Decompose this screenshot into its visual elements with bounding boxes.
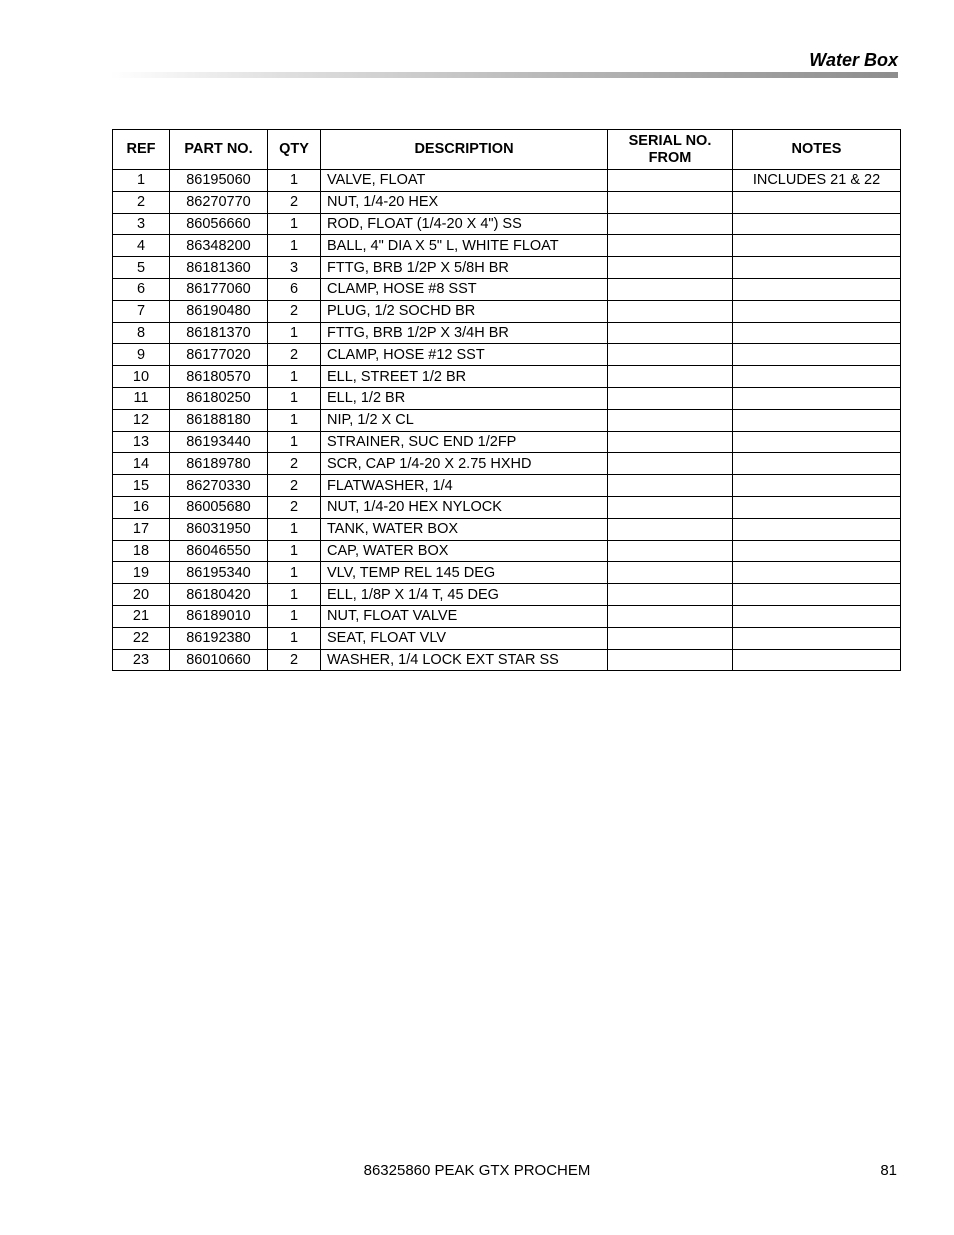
cell-part-no: 86195060 [170,170,268,192]
cell-part-no: 86270330 [170,475,268,497]
cell-description: FTTG, BRB 1/2P X 3/4H BR [321,322,608,344]
cell-notes [733,431,901,453]
cell-qty: 3 [268,257,321,279]
table-body [113,170,901,671]
cell-part-no: 86177020 [170,344,268,366]
cell-description: NUT, 1/4-20 HEX NYLOCK [321,496,608,518]
cell-description: FTTG, BRB 1/2P X 5/8H BR [321,257,608,279]
cell-qty: 2 [268,453,321,475]
cell-description: WASHER, 1/4 LOCK EXT STAR SS [321,649,608,671]
cell-qty: 1 [268,322,321,344]
cell-ref: 3 [113,213,170,235]
cell-serial-no-from [608,322,733,344]
cell-description: NUT, FLOAT VALVE [321,605,608,627]
table-row [113,584,901,606]
cell-part-no: 86188180 [170,409,268,431]
cell-part-no: 86180250 [170,387,268,409]
table-row [113,453,901,475]
table-row [113,300,901,322]
cell-notes [733,213,901,235]
cell-notes [733,344,901,366]
cell-ref: 15 [113,475,170,497]
column-header-ref: REF [113,130,170,170]
column-header-description: DESCRIPTION [321,130,608,170]
cell-ref: 12 [113,409,170,431]
cell-description: VLV, TEMP REL 145 DEG [321,562,608,584]
cell-description: CLAMP, HOSE #8 SST [321,278,608,300]
cell-qty: 2 [268,191,321,213]
cell-notes [733,605,901,627]
cell-part-no: 86181360 [170,257,268,279]
cell-part-no: 86192380 [170,627,268,649]
cell-notes [733,191,901,213]
cell-ref: 10 [113,366,170,388]
cell-notes [733,300,901,322]
table-row [113,387,901,409]
cell-part-no: 86046550 [170,540,268,562]
parts-table [112,129,901,671]
cell-notes: INCLUDES 21 & 22 [733,170,901,192]
table-row [113,235,901,257]
table-row [113,431,901,453]
table-row [113,213,901,235]
cell-qty: 1 [268,562,321,584]
cell-serial-no-from [608,344,733,366]
table-row [113,409,901,431]
cell-qty: 1 [268,366,321,388]
table-row [113,649,901,671]
table-row [113,191,901,213]
cell-description: FLATWASHER, 1/4 [321,475,608,497]
cell-description: ROD, FLOAT (1/4-20 X 4") SS [321,213,608,235]
cell-ref: 4 [113,235,170,257]
cell-ref: 1 [113,170,170,192]
table-row [113,562,901,584]
cell-qty: 1 [268,627,321,649]
cell-description: CLAMP, HOSE #12 SST [321,344,608,366]
table-row [113,627,901,649]
cell-ref: 16 [113,496,170,518]
cell-serial-no-from [608,584,733,606]
cell-serial-no-from [608,278,733,300]
cell-description: BALL, 4" DIA X 5" L, WHITE FLOAT [321,235,608,257]
cell-notes [733,627,901,649]
page-title: Water Box [809,50,898,70]
cell-serial-no-from [608,191,733,213]
footer-page-number: 81 [880,1162,897,1179]
table-row [113,366,901,388]
cell-part-no: 86189010 [170,605,268,627]
cell-qty: 1 [268,518,321,540]
cell-serial-no-from [608,453,733,475]
cell-ref: 7 [113,300,170,322]
cell-ref: 5 [113,257,170,279]
cell-description: PLUG, 1/2 SOCHD BR [321,300,608,322]
table-row [113,518,901,540]
cell-serial-no-from [608,387,733,409]
cell-ref: 13 [113,431,170,453]
cell-ref: 21 [113,605,170,627]
cell-part-no: 86180570 [170,366,268,388]
cell-description: SCR, CAP 1/4-20 X 2.75 HXHD [321,453,608,475]
cell-qty: 1 [268,540,321,562]
table-row [113,344,901,366]
cell-serial-no-from [608,170,733,192]
table-row [113,278,901,300]
cell-qty: 1 [268,213,321,235]
cell-notes [733,366,901,388]
footer-document-title: 86325860 PEAK GTX PROCHEM [363,1162,591,1179]
cell-serial-no-from [608,518,733,540]
cell-serial-no-from [608,562,733,584]
cell-serial-no-from [608,409,733,431]
cell-qty: 2 [268,300,321,322]
cell-notes [733,649,901,671]
cell-part-no: 86189780 [170,453,268,475]
cell-ref: 22 [113,627,170,649]
cell-notes [733,540,901,562]
cell-ref: 8 [113,322,170,344]
cell-ref: 18 [113,540,170,562]
cell-description: ELL, 1/2 BR [321,387,608,409]
cell-description: CAP, WATER BOX [321,540,608,562]
cell-part-no: 86195340 [170,562,268,584]
cell-qty: 1 [268,605,321,627]
cell-notes [733,518,901,540]
cell-serial-no-from [608,605,733,627]
cell-notes [733,235,901,257]
column-header-part-no: PART NO. [170,130,268,170]
cell-serial-no-from [608,475,733,497]
cell-part-no: 86005680 [170,496,268,518]
cell-notes [733,257,901,279]
cell-qty: 2 [268,496,321,518]
table-header-row [113,130,901,170]
cell-description: NUT, 1/4-20 HEX [321,191,608,213]
cell-notes [733,278,901,300]
cell-serial-no-from [608,496,733,518]
cell-qty: 6 [268,278,321,300]
cell-ref: 9 [113,344,170,366]
cell-serial-no-from [608,366,733,388]
cell-part-no: 86270770 [170,191,268,213]
cell-part-no: 86177060 [170,278,268,300]
cell-notes [733,409,901,431]
cell-part-no: 86180420 [170,584,268,606]
cell-serial-no-from [608,649,733,671]
cell-notes [733,475,901,497]
cell-serial-no-from [608,257,733,279]
header-rule [110,72,898,78]
cell-ref: 11 [113,387,170,409]
cell-notes [733,562,901,584]
cell-ref: 23 [113,649,170,671]
cell-description: NIP, 1/2 X CL [321,409,608,431]
cell-notes [733,496,901,518]
cell-description: ELL, 1/8P X 1/4 T, 45 DEG [321,584,608,606]
cell-description: VALVE, FLOAT [321,170,608,192]
cell-serial-no-from [608,235,733,257]
cell-qty: 2 [268,344,321,366]
cell-serial-no-from [608,431,733,453]
cell-ref: 19 [113,562,170,584]
cell-description: ELL, STREET 1/2 BR [321,366,608,388]
cell-qty: 1 [268,431,321,453]
table-row [113,475,901,497]
table-row [113,496,901,518]
cell-qty: 2 [268,649,321,671]
cell-notes [733,387,901,409]
cell-serial-no-from [608,627,733,649]
table-row [113,257,901,279]
cell-ref: 20 [113,584,170,606]
cell-notes [733,322,901,344]
table-row [113,170,901,192]
cell-qty: 1 [268,170,321,192]
cell-part-no: 86181370 [170,322,268,344]
cell-qty: 2 [268,475,321,497]
column-header-qty: QTY [268,130,321,170]
cell-part-no: 86056660 [170,213,268,235]
cell-notes [733,584,901,606]
cell-qty: 1 [268,584,321,606]
table-row [113,540,901,562]
cell-ref: 6 [113,278,170,300]
cell-qty: 1 [268,235,321,257]
cell-ref: 14 [113,453,170,475]
cell-description: TANK, WATER BOX [321,518,608,540]
table-row [113,605,901,627]
column-header-serial-no-from: SERIAL NO. FROM [608,130,733,170]
column-header-notes: NOTES [733,130,901,170]
table-row [113,322,901,344]
cell-part-no: 86348200 [170,235,268,257]
cell-serial-no-from [608,300,733,322]
cell-ref: 17 [113,518,170,540]
cell-serial-no-from [608,540,733,562]
cell-ref: 2 [113,191,170,213]
cell-description: STRAINER, SUC END 1/2FP [321,431,608,453]
cell-serial-no-from [608,213,733,235]
cell-notes [733,453,901,475]
cell-description: SEAT, FLOAT VLV [321,627,608,649]
cell-part-no: 86193440 [170,431,268,453]
cell-part-no: 86031950 [170,518,268,540]
cell-part-no: 86010660 [170,649,268,671]
cell-qty: 1 [268,387,321,409]
cell-qty: 1 [268,409,321,431]
cell-part-no: 86190480 [170,300,268,322]
